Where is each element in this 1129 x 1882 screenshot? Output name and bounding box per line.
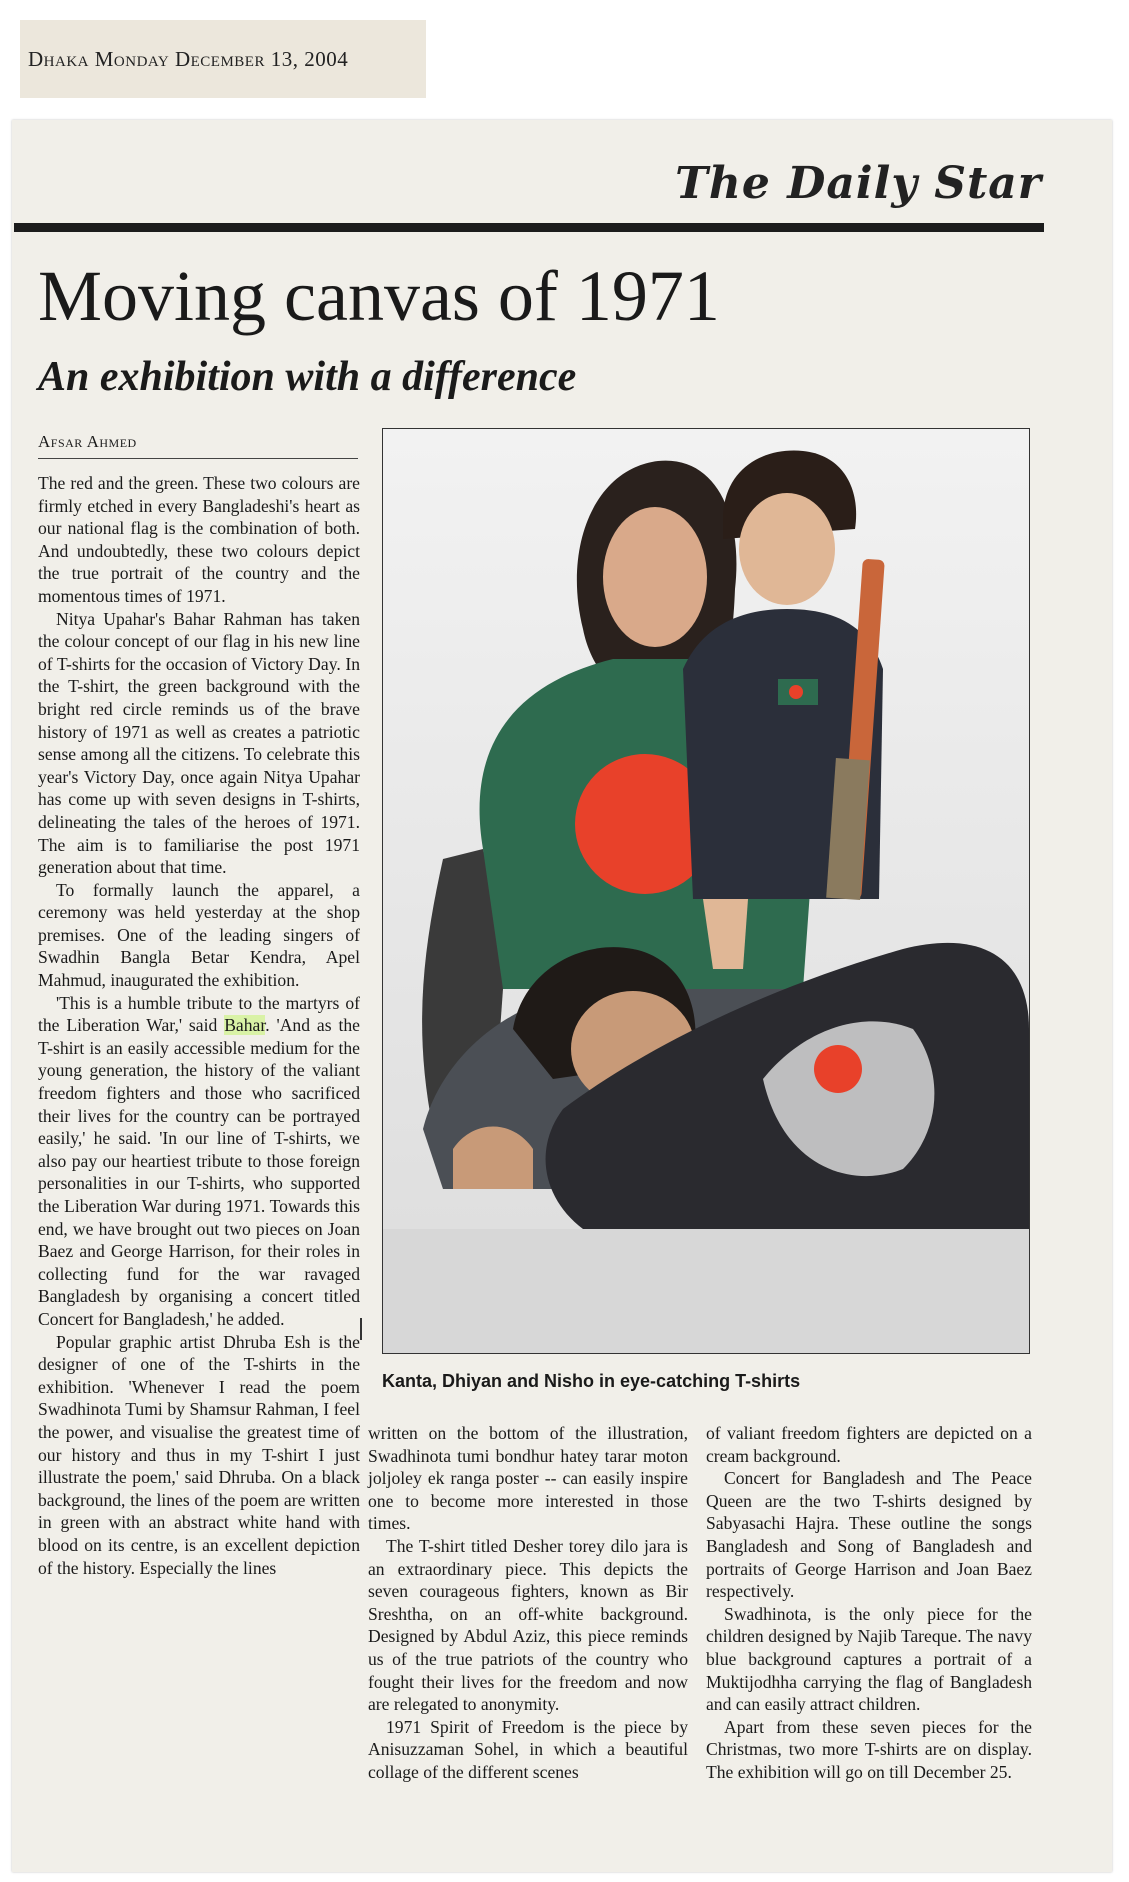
article-column-2 xyxy=(368,1422,688,1784)
article-column-1 xyxy=(38,472,360,1579)
paragraph: Concert for Bangladesh and The Peace Queen are the two T-shirts designed by Sabyasachi Hajra. These outline the songs Bangladesh and Song of Bangladesh and portraits of George Harrison and Joan Baez respectively. xyxy=(706,1468,1032,1602)
subheadline: An exhibition with a difference xyxy=(38,354,577,400)
paragraph: Nitya Upahar's Bahar Rahman has taken the colour concept of our flag in his new line of T-shirts for the occasion of Victory Day. In the T-shirt, the green background with the bright red circle reminds us of the brave history of 1971 as well as creates a patriotic sense among all the citizens. To celebrate this year's Victory Day, once again Nitya Upahar has come up with seven designs in T-shirts, delineating the tales of the heroes of 1971. The aim is to familiarise the post 1971 generation about that time. xyxy=(38,608,360,878)
quote-start: 'This is a humble tribute to the martyrs of the Liberation War,' said xyxy=(38,992,360,1036)
headline: Moving canvas of 1971 xyxy=(38,256,720,336)
dateline: Dhaka Monday December 13, 2004 xyxy=(20,20,426,98)
paragraph: The red and the green. These two colours are firmly etched in every Bangladeshi's heart as our national flag is the combination of both. And undoubtedly, these two colours depict the true portrait of the country and the momentous times of 1971. xyxy=(38,473,360,606)
paragraph: of valiant freedom fighters are depicted on a cream background. xyxy=(706,1423,1032,1466)
paragraph: Swadhinota, is the only piece for the children designed by Najib Tareque. The navy blue background captures a portrait of a Muktijodhha carrying the flag of Bangladesh and can easily attract children. xyxy=(706,1603,1032,1715)
paragraph: written on the bottom of the illustration, Swadhinota tumi bondhur hatey tarar moton joljoley ek ranga poster -- can easily inspire one to become more interested in those times. xyxy=(368,1423,688,1534)
highlighted-name: Bahar xyxy=(224,1015,266,1036)
quote-end: . 'And as the T-shirt is an easily accessible medium for the young generation, the history of the valiant freedom fighters and those who sacrificed their lives for the country can be portrayed easily,' he said. 'In our line of T-shirts, we also pay our heartiest tribute to those foreign personalities in our T-shirts, who supported the Liberation War during 1971. Towards this end, we have brought out two pieces on Joan Baez and George Harrison, for their roles in collecting fund for the war ravaged Bangladesh by organising a concert titled Concert for Bangladesh,' he added. xyxy=(38,1015,360,1329)
article-photo xyxy=(382,428,1030,1354)
paragraph: The T-shirt titled Desher torey dilo jara is an extraordinary piece. This depicts the seven courageous fighters, known as Bir Sreshtha, on an off-white background. Designed by Abdul Aziz, this piece reminds us of the true patriots of the country who fought their lives for the freedom and now are relegated to anonymity. xyxy=(368,1535,688,1715)
paragraph: Popular graphic artist Dhruba Esh is the designer of one of the T-shirts in the exhibition. 'Whenever I read the poem Swadhinota Tumi by Shamsur Rahman, I feel the power, and visualise the greatest time of our history and thus in my T-shirt I just illustrate the poem,' said Dhruba. On a black background, the lines of the poem are written in green with an abstract white hand with blood on its centre, is an excellent depiction of the history. Especially the lines xyxy=(38,1331,360,1578)
newspaper-clipping xyxy=(12,120,1112,1872)
paragraph: To formally launch the apparel, a ceremony was held yesterday at the shop premises. One of the leading singers of Swadhin Bangla Betar Kendra, Apel Mahmud, inaugurated the exhibition. xyxy=(38,879,360,991)
article-column-3 xyxy=(706,1422,1032,1784)
byline: Afsar Ahmed xyxy=(38,432,358,459)
masthead-rule xyxy=(14,223,1044,232)
masthead: The Daily Star xyxy=(675,158,1042,209)
photo-caption: Kanta, Dhiyan and Nisho in eye-catching T-shirts xyxy=(382,1371,801,1391)
blood-graphic xyxy=(814,1045,862,1093)
paragraph-quote xyxy=(38,992,360,1331)
flag-red-circle xyxy=(789,685,803,699)
paragraph: Apart from these seven pieces for the Christmas, two more T-shirts are on display. The exhibition will go on till December 25. xyxy=(706,1716,1032,1782)
floor xyxy=(383,1229,1029,1353)
boy-face xyxy=(739,493,835,605)
pencil-mark xyxy=(360,1318,362,1340)
photo-illustration xyxy=(383,429,1029,1353)
paragraph: 1971 Spirit of Freedom is the piece by Anisuzzaman Sohel, in which a beautiful collage of the different scenes xyxy=(368,1716,688,1782)
woman-face xyxy=(603,507,707,647)
